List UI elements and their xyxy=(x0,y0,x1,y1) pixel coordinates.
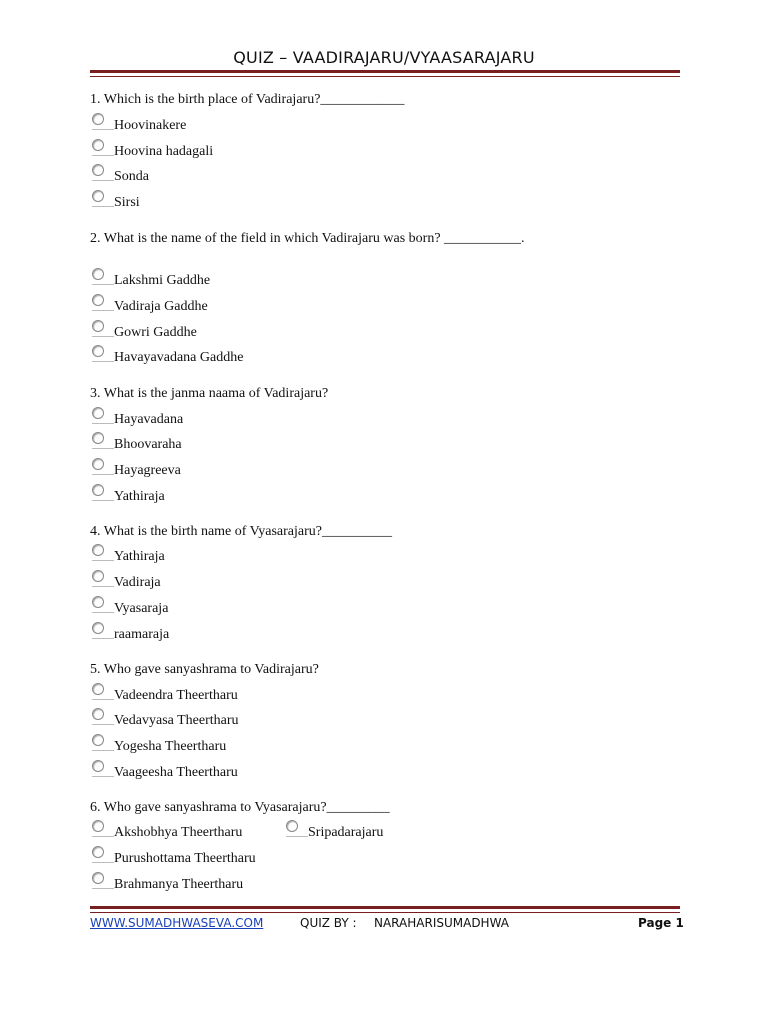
option-label: Gowri Gaddhe xyxy=(114,325,197,340)
footer-page-number: Page 1 xyxy=(638,916,684,930)
option-label: Vadiraja xyxy=(114,575,161,590)
option-label: Hoovinakere xyxy=(114,118,187,133)
option-label: Vaageesha Theertharu xyxy=(114,765,238,780)
option-label: Brahmanya Theertharu xyxy=(114,877,244,892)
option-label: Yogesha Theertharu xyxy=(114,739,227,754)
radio-button-icon[interactable] xyxy=(90,113,114,135)
radio-button-icon[interactable] xyxy=(90,432,114,454)
footer-author: NARAHARISUMADHWA xyxy=(374,916,509,930)
question-4-text: 4. What is the birth name of Vyasarajaru?__________ xyxy=(90,524,392,539)
question-5-option-4[interactable] xyxy=(90,760,238,782)
radio-button-icon[interactable] xyxy=(90,544,114,566)
question-4-option-3[interactable] xyxy=(90,596,168,618)
question-4-option-1[interactable] xyxy=(90,544,165,566)
option-label: Akshobhya Theertharu xyxy=(114,825,243,840)
footer-quiz-by-label: QUIZ BY : xyxy=(300,916,357,930)
header-rule-thin xyxy=(90,76,680,77)
radio-button-icon[interactable] xyxy=(90,320,114,342)
option-label: Vyasaraja xyxy=(114,601,169,616)
option-label: Vadeendra Theertharu xyxy=(114,688,238,703)
option-label: Hayagreeva xyxy=(114,463,181,478)
radio-button-icon[interactable] xyxy=(90,820,114,842)
question-2-text: 2. What is the name of the field in which Vadirajaru was born? ___________. xyxy=(90,231,525,246)
question-3-option-4[interactable] xyxy=(90,484,165,506)
question-4-option-4[interactable] xyxy=(90,622,169,644)
question-6-text: 6. Who gave sanyashrama to Vyasarajaru?_________ xyxy=(90,800,390,815)
radio-button-icon[interactable] xyxy=(90,458,114,480)
footer-rule-thin xyxy=(90,912,680,913)
option-label: Havayavadana Gaddhe xyxy=(114,350,244,365)
radio-button-icon[interactable] xyxy=(90,407,114,429)
option-label: Sirsi xyxy=(114,195,140,210)
option-label: Sripadarajaru xyxy=(308,825,384,840)
question-3-option-3[interactable] xyxy=(90,458,181,480)
option-label: Sonda xyxy=(114,169,149,184)
radio-button-icon[interactable] xyxy=(90,164,114,186)
question-2-option-1[interactable] xyxy=(90,268,210,290)
radio-button-icon[interactable] xyxy=(90,294,114,316)
option-label: Yathiraja xyxy=(114,489,165,504)
option-label: Vadiraja Gaddhe xyxy=(114,299,208,314)
option-label: Yathiraja xyxy=(114,549,165,564)
option-label: Hoovina hadagali xyxy=(114,144,214,159)
question-1-option-3[interactable] xyxy=(90,164,149,186)
radio-button-icon[interactable] xyxy=(90,734,114,756)
radio-button-icon[interactable] xyxy=(90,596,114,618)
footer-rule-thick xyxy=(90,906,680,909)
option-label: raamaraja xyxy=(114,627,170,642)
option-label: Bhoovaraha xyxy=(114,437,182,452)
question-2-option-2[interactable] xyxy=(90,294,208,316)
header-rule-thick xyxy=(90,70,680,73)
radio-button-icon[interactable] xyxy=(90,708,114,730)
question-2-option-3[interactable] xyxy=(90,320,197,342)
question-1-option-2[interactable] xyxy=(90,139,213,161)
question-5-text: 5. Who gave sanyashrama to Vadirajaru? xyxy=(90,662,319,677)
radio-button-icon[interactable] xyxy=(90,622,114,644)
question-5-option-3[interactable] xyxy=(90,734,226,756)
question-3-option-1[interactable] xyxy=(90,407,183,429)
question-5-option-2[interactable] xyxy=(90,708,239,730)
radio-button-icon[interactable] xyxy=(90,570,114,592)
radio-button-icon[interactable] xyxy=(90,268,114,290)
question-6-option-1[interactable] xyxy=(90,820,242,842)
radio-button-icon[interactable] xyxy=(90,139,114,161)
radio-button-icon[interactable] xyxy=(90,484,114,506)
question-3-option-2[interactable] xyxy=(90,432,182,454)
question-3-text: 3. What is the janma naama of Vadirajaru? xyxy=(90,386,329,401)
radio-button-icon[interactable] xyxy=(90,846,114,868)
option-label: Vedavyasa Theertharu xyxy=(114,713,239,728)
question-6-option-4[interactable] xyxy=(90,872,243,894)
radio-button-icon[interactable] xyxy=(90,760,114,782)
radio-button-icon[interactable] xyxy=(90,683,114,705)
option-label: Purushottama Theertharu xyxy=(114,851,256,866)
question-4-option-2[interactable] xyxy=(90,570,161,592)
radio-button-icon[interactable] xyxy=(90,872,114,894)
page-title: QUIZ – VAADIRAJARU/VYAASARAJARU xyxy=(233,48,535,67)
question-5-option-1[interactable] xyxy=(90,683,238,705)
option-label: Hayavadana xyxy=(114,412,184,427)
radio-button-icon[interactable] xyxy=(90,190,114,212)
radio-button-icon[interactable] xyxy=(284,820,308,842)
radio-button-icon[interactable] xyxy=(90,345,114,367)
question-1-option-4[interactable] xyxy=(90,190,140,212)
question-2-option-4[interactable] xyxy=(90,345,243,367)
question-1-option-1[interactable] xyxy=(90,113,186,135)
question-6-option-2[interactable] xyxy=(284,820,383,842)
footer-website-link[interactable]: WWW.SUMADHWASEVA.COM xyxy=(90,916,264,930)
question-6-option-3[interactable] xyxy=(90,846,256,868)
option-label: Lakshmi Gaddhe xyxy=(114,273,211,288)
question-1-text: 1. Which is the birth place of Vadirajaru?____________ xyxy=(90,92,405,107)
